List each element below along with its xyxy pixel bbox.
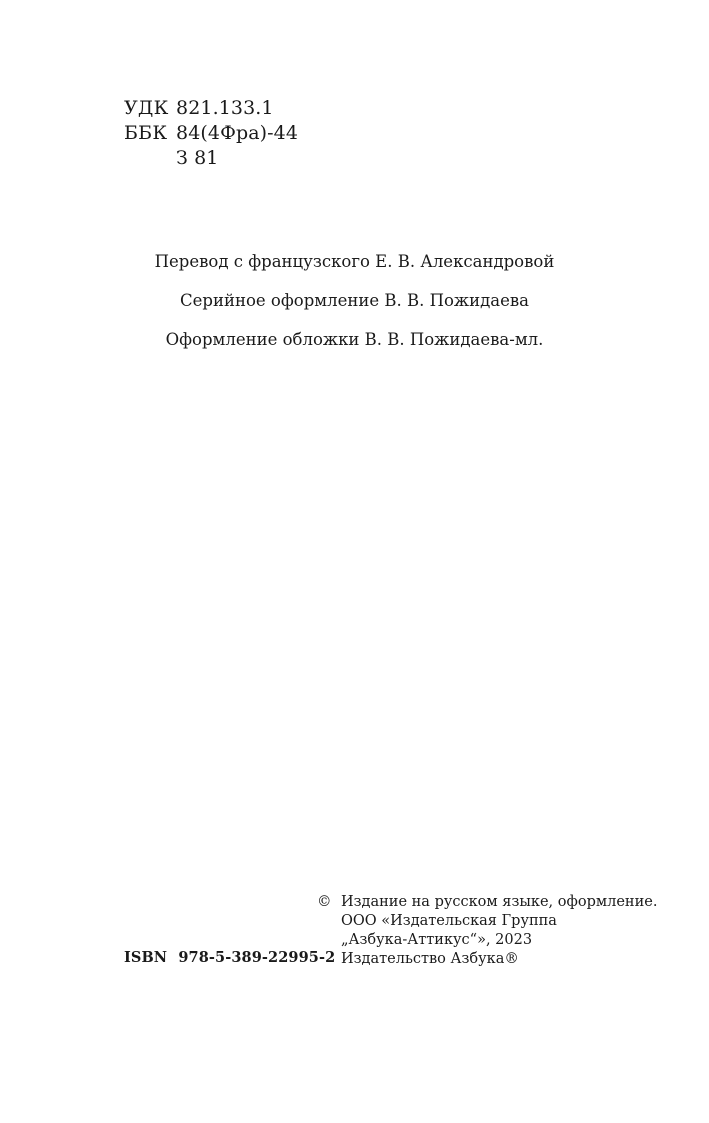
author-mark-value: З 81: [176, 147, 219, 169]
author-mark-label: [124, 146, 176, 171]
copyright-symbol: ©: [317, 894, 332, 910]
series-design-credit: Серийное оформление В. В. Пожидаева: [180, 291, 529, 310]
isbn-label: ISBN: [124, 949, 168, 966]
bbk-value: 84(4Фра)-44: [176, 122, 299, 144]
copyright-line: [317, 931, 657, 950]
udc-value: 821.133.1: [176, 97, 274, 119]
udc-label: УДК: [124, 97, 169, 119]
cover-design-credit: Оформление обложки В. В. Пожидаева-мл.: [165, 330, 544, 349]
isbn-line: [124, 949, 335, 966]
translator-credit: Перевод с французского Е. В. Александровой: [154, 252, 555, 271]
author-mark-row: [124, 146, 298, 171]
copyright-text-line: ООО «Издательская Группа: [341, 913, 557, 929]
copyright-line: [317, 912, 657, 931]
copyright-line: [317, 893, 657, 912]
publisher-line: Издательство Азбука®: [341, 951, 519, 967]
classification-block: [124, 96, 298, 171]
copyright-text-line: Издание на русском языке, оформление.: [341, 894, 658, 910]
bbk-label: ББК: [124, 122, 168, 144]
isbn-number: 978-5-389-22995-2: [178, 949, 336, 966]
bbk-row: [124, 121, 298, 146]
copyright-block: [317, 893, 657, 969]
copyright-text-line: „Азбука-Аттикус“», 2023: [341, 932, 533, 948]
udc-row: [124, 96, 298, 121]
copyright-line: [317, 950, 657, 969]
